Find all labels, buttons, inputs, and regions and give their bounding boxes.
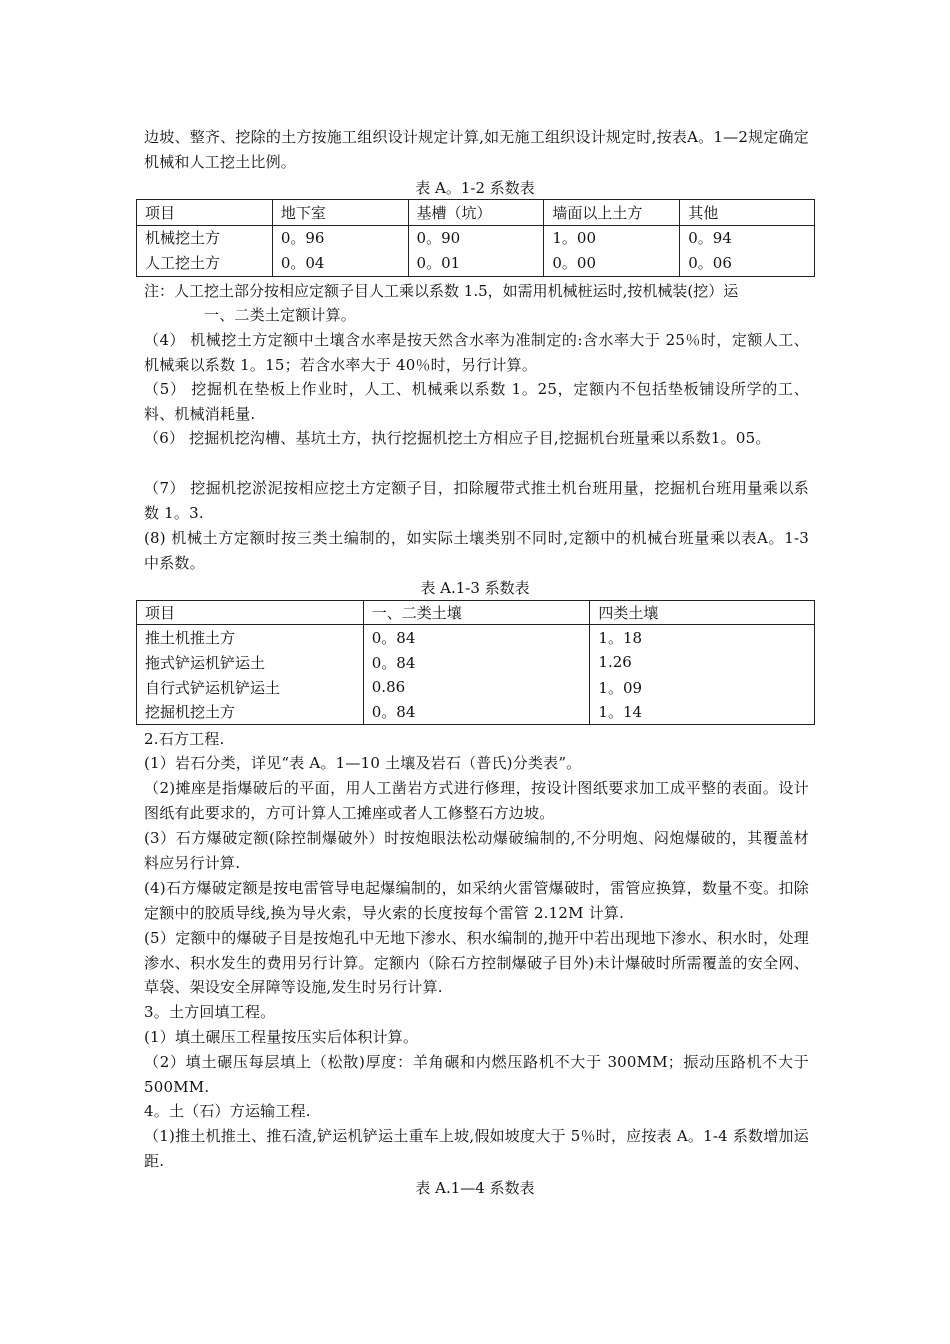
section-3-clause-2: （2）填土碾压每层填上（松散)厚度：羊角碾和内燃压路机不大于 300MM；振动压路机不大于 500MM.	[144, 1053, 809, 1096]
table2-cell: 0。84	[363, 625, 590, 650]
clause-8: (8) 机械土方定额时按三类土编制的，如实际土壤类别不同时,定额中的机械台班量乘以表A。1-3 中系数。	[144, 529, 809, 572]
table1-header-cell: 项目	[137, 200, 273, 226]
table2-row	[137, 625, 815, 650]
table1-cell-other	[680, 226, 815, 277]
table1-cell-above-wall	[544, 226, 680, 277]
clause-5: （5） 挖掘机在垫板上作业时，人工、机械乘以系数 1。25，定额内不包括垫板铺设所学的工、料、机械消耗量.	[144, 380, 809, 423]
table1-header-cell: 墙面以上土方	[544, 200, 680, 226]
table2-header-cell: 项目	[137, 601, 364, 625]
table1-value: 0。06	[688, 254, 732, 272]
table2-caption: 表 A.1-3 系数表	[420, 579, 530, 597]
table1-header-row	[137, 200, 815, 226]
table2-cell: 0.86	[363, 675, 590, 700]
clause-6: （6） 挖掘机挖沟槽、基坑土方，执行挖掘机挖土方相应子目,挖掘机台班量乘以系数1。05。	[144, 429, 771, 447]
table2-cell: 拖式铲运机铲运土	[137, 650, 364, 675]
table1-value: 0。90	[416, 229, 461, 247]
table1-caption: 表 A。1-2 系数表	[415, 179, 535, 197]
table1-cell-item	[137, 226, 273, 277]
table1-value: 0。00	[552, 254, 597, 272]
table2-cell: 0。84	[363, 700, 590, 725]
section-3-clause-1: (1）填土碾压工程量按压实后体积计算。	[144, 1028, 419, 1046]
intro-paragraph: 边坡、整齐、挖除的土方按施工组织设计规定计算,如无施工组织设计规定时,按表A。1—2规定确定机械和人工挖土比例。	[144, 128, 809, 171]
table2-cell: 推土机推土方	[137, 625, 364, 650]
table2-cell: 1.26	[590, 650, 815, 675]
coefficient-table-a1-2	[136, 199, 815, 277]
table1-row-label: 人工挖土方	[145, 254, 221, 272]
table1-data-row	[137, 226, 815, 277]
clause-7: （7） 挖掘机挖淤泥按相应挖土方定额子目，扣除履带式推土机台班用量，挖掘机台班用量乘以系数 1。3.	[144, 479, 809, 522]
section-2-title: 2.石方工程.	[144, 730, 225, 748]
table2-cell: 1。14	[590, 700, 815, 725]
table1-header-cell: 地下室	[272, 200, 408, 226]
table2-cell: 1。09	[590, 675, 815, 700]
table2-row	[137, 650, 815, 675]
table1-value: 0。04	[280, 254, 325, 272]
table2-header-cell: 一、二类土壤	[363, 601, 590, 625]
table2-row	[137, 700, 815, 725]
table2-header-row	[137, 601, 815, 625]
section-2-clause-4: (4)石方爆破定额是按电雷管导电起爆编制的，如采纳火雷管爆破时，雷管应换算，数量不变。扣除定额中的胶质导线,换为导火索，导火索的长度按每个雷管 2.12M 计算.	[144, 879, 809, 922]
section-2-clause-3: (3）石方爆破定额(除控制爆破外）时按炮眼法松动爆破编制的,不分明炮、闷炮爆破的，其覆盖材料应另行计算.	[144, 829, 809, 872]
table2-row	[137, 675, 815, 700]
table2-header-cell: 四类土壤	[590, 601, 815, 625]
table1-cell-basement	[272, 226, 408, 277]
note-continuation: 一、二类土定额计算。	[204, 306, 357, 324]
coefficient-table-a1-3	[136, 600, 815, 725]
clause-4: （4） 机械挖土方定额中土壤含水率是按天然含水率为准制定的:含水率大于 25％时，定额人工、机械乘以系数 1。15；若含水率大于 40％时，另行计算。	[144, 331, 809, 374]
section-2-clause-1: (1）岩石分类，详见“表 A。1—10 土壤及岩石（普氏)分类表”。	[144, 754, 582, 772]
table1-value: 0。01	[416, 254, 461, 272]
table1-header-cell: 基槽（坑）	[408, 200, 544, 226]
section-4-clause-1: （1)推土机推土、推石渣,铲运机铲运土重车上坡,假如坡度大于 5％时，应按表 A。1-4 系数增加运距.	[144, 1127, 809, 1170]
table2-cell: 1。18	[590, 625, 815, 650]
note-line: 注：人工挖土部分按相应定额子目人工乘以系数 1.5，如需用机械桩运时,按机械装(挖）运	[144, 282, 739, 300]
table1-value: 1。00	[552, 229, 597, 247]
table1-value: 0。96	[280, 229, 325, 247]
section-4-title: 4。土（石）方运输工程.	[144, 1102, 311, 1120]
table2-cell: 自行式铲运机铲运土	[137, 675, 364, 700]
table1-cell-trench	[408, 226, 544, 277]
section-2-clause-5: (5）定额中的爆破子目是按炮孔中无地下渗水、积水编制的,抛开中若出现地下渗水、积水时，处理渗水、积水发生的费用另行计算。定额内（除石方控制爆破子目外)未计爆破时所需覆盖的安全网、草袋、架设安全屏障等设施,发生时另行计算.	[144, 929, 809, 996]
table3-caption: 表 A.1—4 系数表	[415, 1179, 535, 1197]
table1-value: 0。94	[688, 229, 732, 247]
table2-cell: 挖掘机挖土方	[137, 700, 364, 725]
table2-cell: 0。84	[363, 650, 590, 675]
section-3-title: 3。土方回填工程。	[144, 1003, 276, 1021]
table1-row-label: 机械挖土方	[145, 229, 221, 247]
table1-header-cell: 其他	[680, 200, 815, 226]
section-2-clause-2: （2)摊座是指爆破后的平面，用人工凿岩方式进行修理，按设计图纸要求加工成平整的表面。设计图纸有此要求的，方可计算人工摊座或者人工修整石方边坡。	[144, 779, 809, 822]
